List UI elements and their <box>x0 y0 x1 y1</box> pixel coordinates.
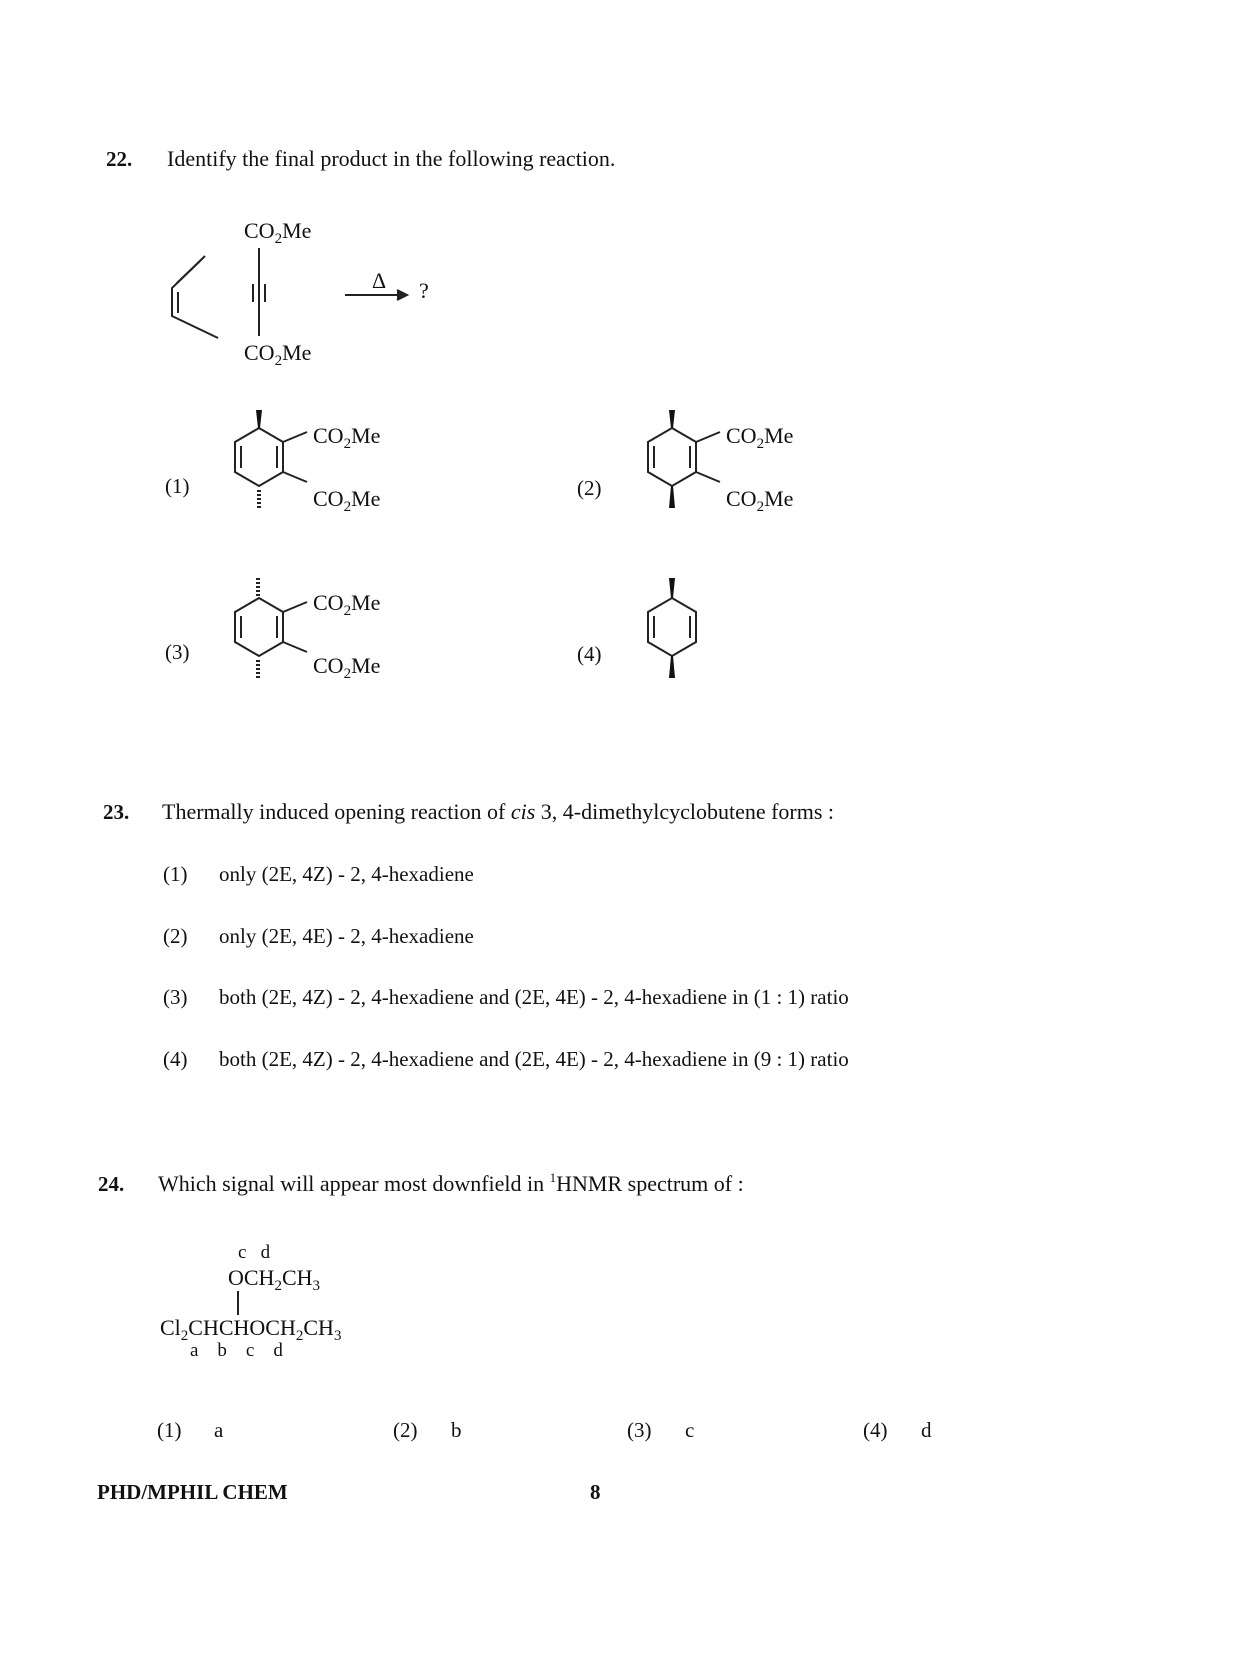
option-1-structure <box>225 410 325 525</box>
option-label: (3) <box>627 1418 652 1442</box>
reactant-bottom-group: $CO_2Me$ <box>244 340 312 369</box>
bond-line <box>236 1291 242 1316</box>
question-text: Which signal will appear most downfield in $^1$HNMR spectrum of : <box>158 1170 744 1196</box>
option-label: (3) <box>165 640 190 664</box>
option-2-group-bottom: $CO_2Me$ <box>726 486 794 515</box>
question-number: 24. <box>98 1172 125 1196</box>
option-label: (2) <box>577 476 602 500</box>
question-text: Identify the final product in the following reaction. <box>167 146 616 171</box>
option-text: c <box>685 1418 695 1442</box>
reaction-arrow-icon <box>345 288 415 302</box>
unknown-product: ? <box>419 278 429 303</box>
option-text: only (2E, 4E) - 2, 4-hexadiene <box>219 924 474 948</box>
option-text: d <box>921 1418 932 1442</box>
reactant-top-group: $CO_2Me$ <box>244 218 312 247</box>
ethoxy-group: $OCH_2CH_3$ <box>228 1265 321 1294</box>
page-number: 8 <box>590 1480 601 1504</box>
top-signal-labels: c d <box>238 1242 271 1263</box>
option-text: b <box>451 1418 462 1442</box>
option-label: (2) <box>163 924 188 948</box>
option-label: (1) <box>157 1418 182 1442</box>
option-label: (4) <box>863 1418 888 1442</box>
option-text: both (2E, 4Z) - 2, 4-hexadiene and (2E, 4E) - 2, 4-hexadiene in (1 : 1) ratio <box>219 985 849 1009</box>
diene-alkyne-structure <box>160 248 280 338</box>
option-label: (1) <box>165 474 190 498</box>
option-3-structure <box>225 578 325 700</box>
option-label: (2) <box>393 1418 418 1442</box>
option-2-structure <box>638 410 738 535</box>
option-1-group-top: $CO_2Me$ <box>313 423 381 452</box>
option-label: (3) <box>163 985 188 1009</box>
main-chain: $Cl_2CHCHOCH_2CH_3$ <box>160 1315 342 1344</box>
question-text: Thermally induced opening reaction of cis 3, 4-dimethylcyclobutene forms : <box>162 799 835 824</box>
option-label: (1) <box>163 862 188 886</box>
option-4-structure <box>638 578 718 703</box>
option-1-group-bottom: $CO_2Me$ <box>313 486 381 515</box>
question-number: 23. <box>103 800 130 824</box>
option-3-group-top: $CO_2Me$ <box>313 590 381 619</box>
option-label: (4) <box>163 1047 188 1071</box>
option-2-group-top: $CO_2Me$ <box>726 423 794 452</box>
option-text: only (2E, 4Z) - 2, 4-hexadiene <box>219 862 474 886</box>
option-text: a <box>214 1418 224 1442</box>
arrow-label: Δ <box>372 268 387 293</box>
bottom-signal-labels: a b c d <box>190 1340 283 1361</box>
option-label: (4) <box>577 642 602 666</box>
footer-course-code: PHD/MPHIL CHEM <box>97 1480 288 1504</box>
question-number: 22. <box>106 147 133 171</box>
option-3-group-bottom: $CO_2Me$ <box>313 653 381 682</box>
option-text: both (2E, 4Z) - 2, 4-hexadiene and (2E, 4E) - 2, 4-hexadiene in (9 : 1) ratio <box>219 1047 849 1071</box>
